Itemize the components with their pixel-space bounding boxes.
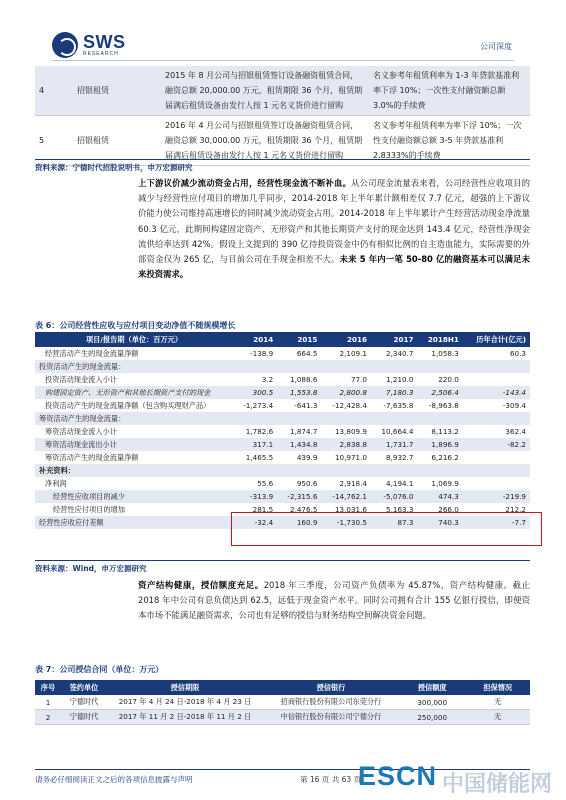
cell-value: 8,932.7	[386, 453, 414, 462]
cell-value: 664.5	[296, 349, 318, 358]
column-header: 授信额度	[399, 680, 465, 695]
cell-value: -32.4	[233, 516, 277, 529]
lease-type: 招银租赁	[73, 116, 161, 166]
cell-value	[371, 464, 418, 477]
row-number: 4	[35, 66, 73, 116]
table-row	[35, 373, 530, 386]
cell-value: 7,180.3	[371, 386, 418, 399]
lease-cost: 名义参考年租赁利率为 1-3 年贷款基准利率下浮 10%；一次性支付融资额总额 3.0%的手续费	[369, 66, 530, 116]
cell-value: 1,553.8	[277, 386, 321, 399]
cell-value: 1,465.5	[245, 453, 274, 462]
cell-value: 10,664.4	[381, 427, 414, 436]
cell-value	[463, 451, 530, 464]
row-label: 筹资活动产生的现金流量：	[35, 412, 233, 425]
cell-value: -309.4	[502, 401, 526, 410]
cell-value	[463, 464, 530, 477]
cell-value: 2,838.8	[321, 438, 371, 451]
cell-value: -1,730.5	[321, 516, 371, 529]
cell-value: 87.3	[371, 516, 418, 529]
row-label: 投资活动产生的现金流量：	[35, 360, 233, 373]
table-row	[35, 425, 530, 438]
cell-value	[371, 412, 418, 425]
cashflow-table	[35, 332, 530, 529]
table-row	[35, 116, 530, 166]
cell-value	[233, 412, 277, 425]
cell-value: 2017 年 11 月 2 日-2018 年 11 月 2 日	[107, 710, 263, 725]
cell-value: 4,194.1	[386, 479, 414, 488]
row-label: 筹资活动现金流出小计	[35, 438, 233, 451]
cell-value	[463, 373, 530, 386]
cell-value: 宁德时代	[61, 710, 107, 725]
cell-value: 2,506.4	[417, 386, 462, 399]
lease-desc: 2016 年 4 月公司与招银租赁签订设备融资租赁合同，融资总额 30,000.00 万元，租赁期限 36 个月，租赁期届满后租赁设备由发行人按 1 元名义货价进行留购	[161, 116, 369, 166]
row-label: 经营性应付项目的增加	[53, 504, 125, 514]
source-note: 资料来源：宁德时代招股说明书，申万宏源研究	[35, 163, 193, 172]
table-row	[35, 386, 530, 399]
cell-value: 宁德时代	[61, 695, 107, 710]
cell-value: -1,273.4	[243, 401, 274, 410]
table-row	[35, 695, 530, 710]
lease-cost: 名义参考年租赁利率为率下浮 10%；一次性支付融资额总额 3-5 年贷款基准利 2.8333%的手续费	[369, 116, 530, 166]
cell-value: 1,088.6	[290, 375, 318, 384]
cell-value: 160.9	[277, 516, 321, 529]
column-header: 2014	[233, 332, 277, 347]
row-label: 投资活动产生的现金流量净额（包含购买理财产品）	[45, 400, 211, 410]
cell-value	[463, 477, 530, 490]
highlight-box	[231, 512, 542, 546]
cell-value: 950.6	[296, 479, 318, 488]
table-row	[35, 710, 530, 725]
cell-value: 2,800.8	[321, 386, 371, 399]
cell-value: 2,918.4	[339, 479, 367, 488]
cell-value: -219.9	[463, 490, 530, 503]
cell-value: 2,109.1	[339, 349, 367, 358]
lease-desc: 2015 年 8 月公司与招银租赁签订设备融资租赁合同，融资总额 20,000.00 万元，租赁期限 36 个月，租赁期届满后租赁设备由发行人按 1 元名义货价进行留购	[161, 66, 369, 116]
credit-table	[35, 680, 530, 725]
cell-value: 1,058.3	[431, 349, 459, 358]
table-row	[35, 490, 530, 503]
cell-value: 1	[35, 695, 61, 710]
cell-value	[233, 464, 277, 477]
cell-value: 5,163.3	[386, 505, 414, 514]
cell-value: 10,971.0	[334, 453, 367, 462]
cell-value: 281.5	[252, 505, 274, 514]
table-row	[35, 360, 530, 373]
cell-value: 55.6	[257, 479, 274, 488]
cell-value	[321, 412, 371, 425]
row-label: 经营活动产生的现金流量净额	[45, 348, 139, 358]
column-header: 2018H1	[417, 332, 462, 347]
paragraph-cashflow	[138, 176, 530, 282]
para-body: 2018 年三季度，公司资产负债率为 45.87%，资产结构健康。截止 2018 年中公司有息负债达到 62.5，远低于现金资产水平。同时公司拥有合计 155 亿银行授信，即便资本市场不能满足融资需求，公司也有足够的授信与财务结构空间解决资金问题。	[138, 580, 530, 621]
cell-value	[463, 412, 530, 425]
cell-value: -313.9	[233, 490, 277, 503]
para-heading: 上下游议价减少流动资金占用，经营性现金流不断补血。	[138, 178, 352, 188]
cell-value: 2,340.7	[386, 349, 414, 358]
header-divider	[52, 60, 514, 61]
table-header-row	[35, 332, 530, 347]
table-row	[35, 477, 530, 490]
cell-value: 1,874.7	[290, 427, 318, 436]
cell-value: 77.0	[350, 375, 367, 384]
cell-value	[417, 412, 462, 425]
cell-value: 中信银行股份有限公司宁德分行	[263, 710, 399, 725]
cell-value: 13,809.9	[334, 427, 367, 436]
column-header: 2016	[321, 332, 371, 347]
cell-value: 6,216.2	[431, 453, 459, 462]
lease-type: 招银租赁	[73, 66, 161, 116]
cell-value	[277, 412, 321, 425]
sws-logo: SWS RESEARCH	[52, 30, 162, 60]
cell-value: 无	[465, 710, 530, 725]
cell-value: 300,000	[399, 695, 465, 710]
cell-value: -143.4	[463, 386, 530, 399]
cell-value: 13,031.6	[334, 505, 367, 514]
lease-table	[35, 66, 530, 166]
cell-value: -5,076.0	[371, 490, 418, 503]
source-divider	[35, 159, 530, 160]
cell-value: 212.2	[505, 505, 526, 514]
column-header: 授信期限	[107, 680, 263, 695]
column-header: 历年合计(亿元)	[463, 332, 530, 347]
column-header: 签约单位	[61, 680, 107, 695]
cell-value: 1,434.8	[277, 438, 321, 451]
cell-value: 317.1	[233, 438, 277, 451]
table-row	[35, 347, 530, 360]
cell-value: 740.3	[417, 516, 462, 529]
cell-value: 439.9	[296, 453, 318, 462]
table-row	[35, 438, 530, 451]
page-number: 第 16 页 共 63 页	[300, 775, 362, 784]
cell-value: 474.3	[417, 490, 462, 503]
column-header: 项目/报告期（单位：百万元）	[35, 332, 233, 347]
cell-value: 1,210.0	[386, 375, 414, 384]
table-row	[35, 451, 530, 464]
cell-value: 1,069.9	[431, 479, 459, 488]
table-row	[35, 399, 530, 412]
table-row	[35, 464, 530, 477]
cell-value	[277, 360, 321, 373]
row-label: 筹资活动现金流入小计	[45, 426, 117, 436]
para-body: 从公司现金流量表来看，公司经营性应收项目的减少与经营性应付项目的增加几乎同步，2014-2018 年上半年累计额相差仅 7.7 亿元，超强的上下游议价能力使公司维持高速增长的同时减少流动资金占用。2014-2018 年上半年累计产生经营活动现金净流量 60.3 亿元，此期间构建固定资产、无形资产和其他长期资产支付的现金达到 143.4 亿元，经营性净现金流供给率达到 42%。假设上文提到的 390 亿待投资资金中仍有相似比例的自主造血能力，实际需要的外部资金仅为 265 亿，与目前公司在手现金相差不大。	[138, 178, 530, 265]
row-number: 5	[35, 116, 73, 166]
para-conclusion: 未来 5 年内一笔 50-80 亿的融资基本可以满足未来投资需求。	[138, 254, 530, 280]
paragraph-credit	[138, 578, 530, 624]
row-label: 经营性应收应付差额	[35, 516, 233, 529]
cell-value: -138.9	[250, 349, 274, 358]
cell-value: 60.3	[509, 349, 526, 358]
cell-value: -2,315.6	[277, 490, 321, 503]
row-label: 购建固定资产、无形资产和其他长期资产支付的现金	[35, 386, 233, 399]
section-label: 公司深度	[480, 42, 512, 51]
cell-value: -8,963.8	[428, 401, 459, 410]
column-header: 序号	[35, 680, 61, 695]
cell-value	[417, 464, 462, 477]
cell-value: 250,000	[399, 710, 465, 725]
cell-value: -7,635.8	[383, 401, 414, 410]
cell-value: 2017 年 4 月 24 日-2018 年 4 月 23 日	[107, 695, 263, 710]
row-label: 投资活动现金流入小计	[45, 374, 117, 384]
table-header-row	[35, 680, 530, 695]
cell-value: 无	[465, 695, 530, 710]
table-row	[35, 412, 530, 425]
cell-value: 2,476.5	[290, 505, 318, 514]
table7-title: 表 7：公司授信合同（单位：万元）	[35, 665, 164, 674]
cell-value	[371, 360, 418, 373]
table6-title: 表 6：公司经营性应收与应付项目变动净值不随规模增长	[35, 321, 236, 330]
cell-value: 8,113.2	[431, 427, 459, 436]
cell-value: 300.5	[233, 386, 277, 399]
cell-value: 3.2	[261, 375, 274, 384]
row-label: 净利润	[45, 478, 67, 488]
cell-value: 266.0	[438, 505, 459, 514]
cell-value	[417, 360, 462, 373]
cell-value: 2	[35, 710, 61, 725]
cell-value: 362.4	[505, 427, 526, 436]
row-label: 经营性应收项目的减少	[35, 490, 233, 503]
cell-value: 1,782.6	[245, 427, 274, 436]
logo-mark-icon	[52, 32, 78, 58]
column-header: 授信银行	[263, 680, 399, 695]
row-label: 补充资料：	[35, 464, 233, 477]
cell-value: -12,428.4	[332, 401, 367, 410]
cell-value: 1,731.7	[371, 438, 418, 451]
cell-value: -14,762.1	[321, 490, 371, 503]
column-header: 2015	[277, 332, 321, 347]
cell-value: -7.7	[463, 516, 530, 529]
column-header: 2017	[371, 332, 418, 347]
source-note: 资料来源：Wind，申万宏源研究	[35, 564, 147, 573]
cell-value	[321, 464, 371, 477]
cell-value: 1,896.9	[417, 438, 462, 451]
column-header: 担保情况	[465, 680, 530, 695]
cell-value	[463, 360, 530, 373]
page-header	[0, 0, 566, 60]
para-heading: 资产结构健康，授信额度充足。	[138, 580, 264, 590]
source-divider	[35, 560, 530, 561]
cell-value: -82.2	[463, 438, 530, 451]
cell-value	[277, 464, 321, 477]
cell-value: 招商银行股份有限公司东莞分行	[263, 695, 399, 710]
cell-value	[233, 360, 277, 373]
table-row	[35, 66, 530, 116]
cell-value	[321, 360, 371, 373]
escn-watermark: ESCN 中国储能网	[358, 761, 553, 797]
cell-value: -641.3	[294, 401, 318, 410]
row-label: 筹资活动产生的现金流量净额	[45, 452, 139, 462]
cell-value: 220.0	[438, 375, 459, 384]
footer-disclaimer: 请务必仔细阅读正文之后的各项信息披露与声明	[35, 775, 193, 784]
